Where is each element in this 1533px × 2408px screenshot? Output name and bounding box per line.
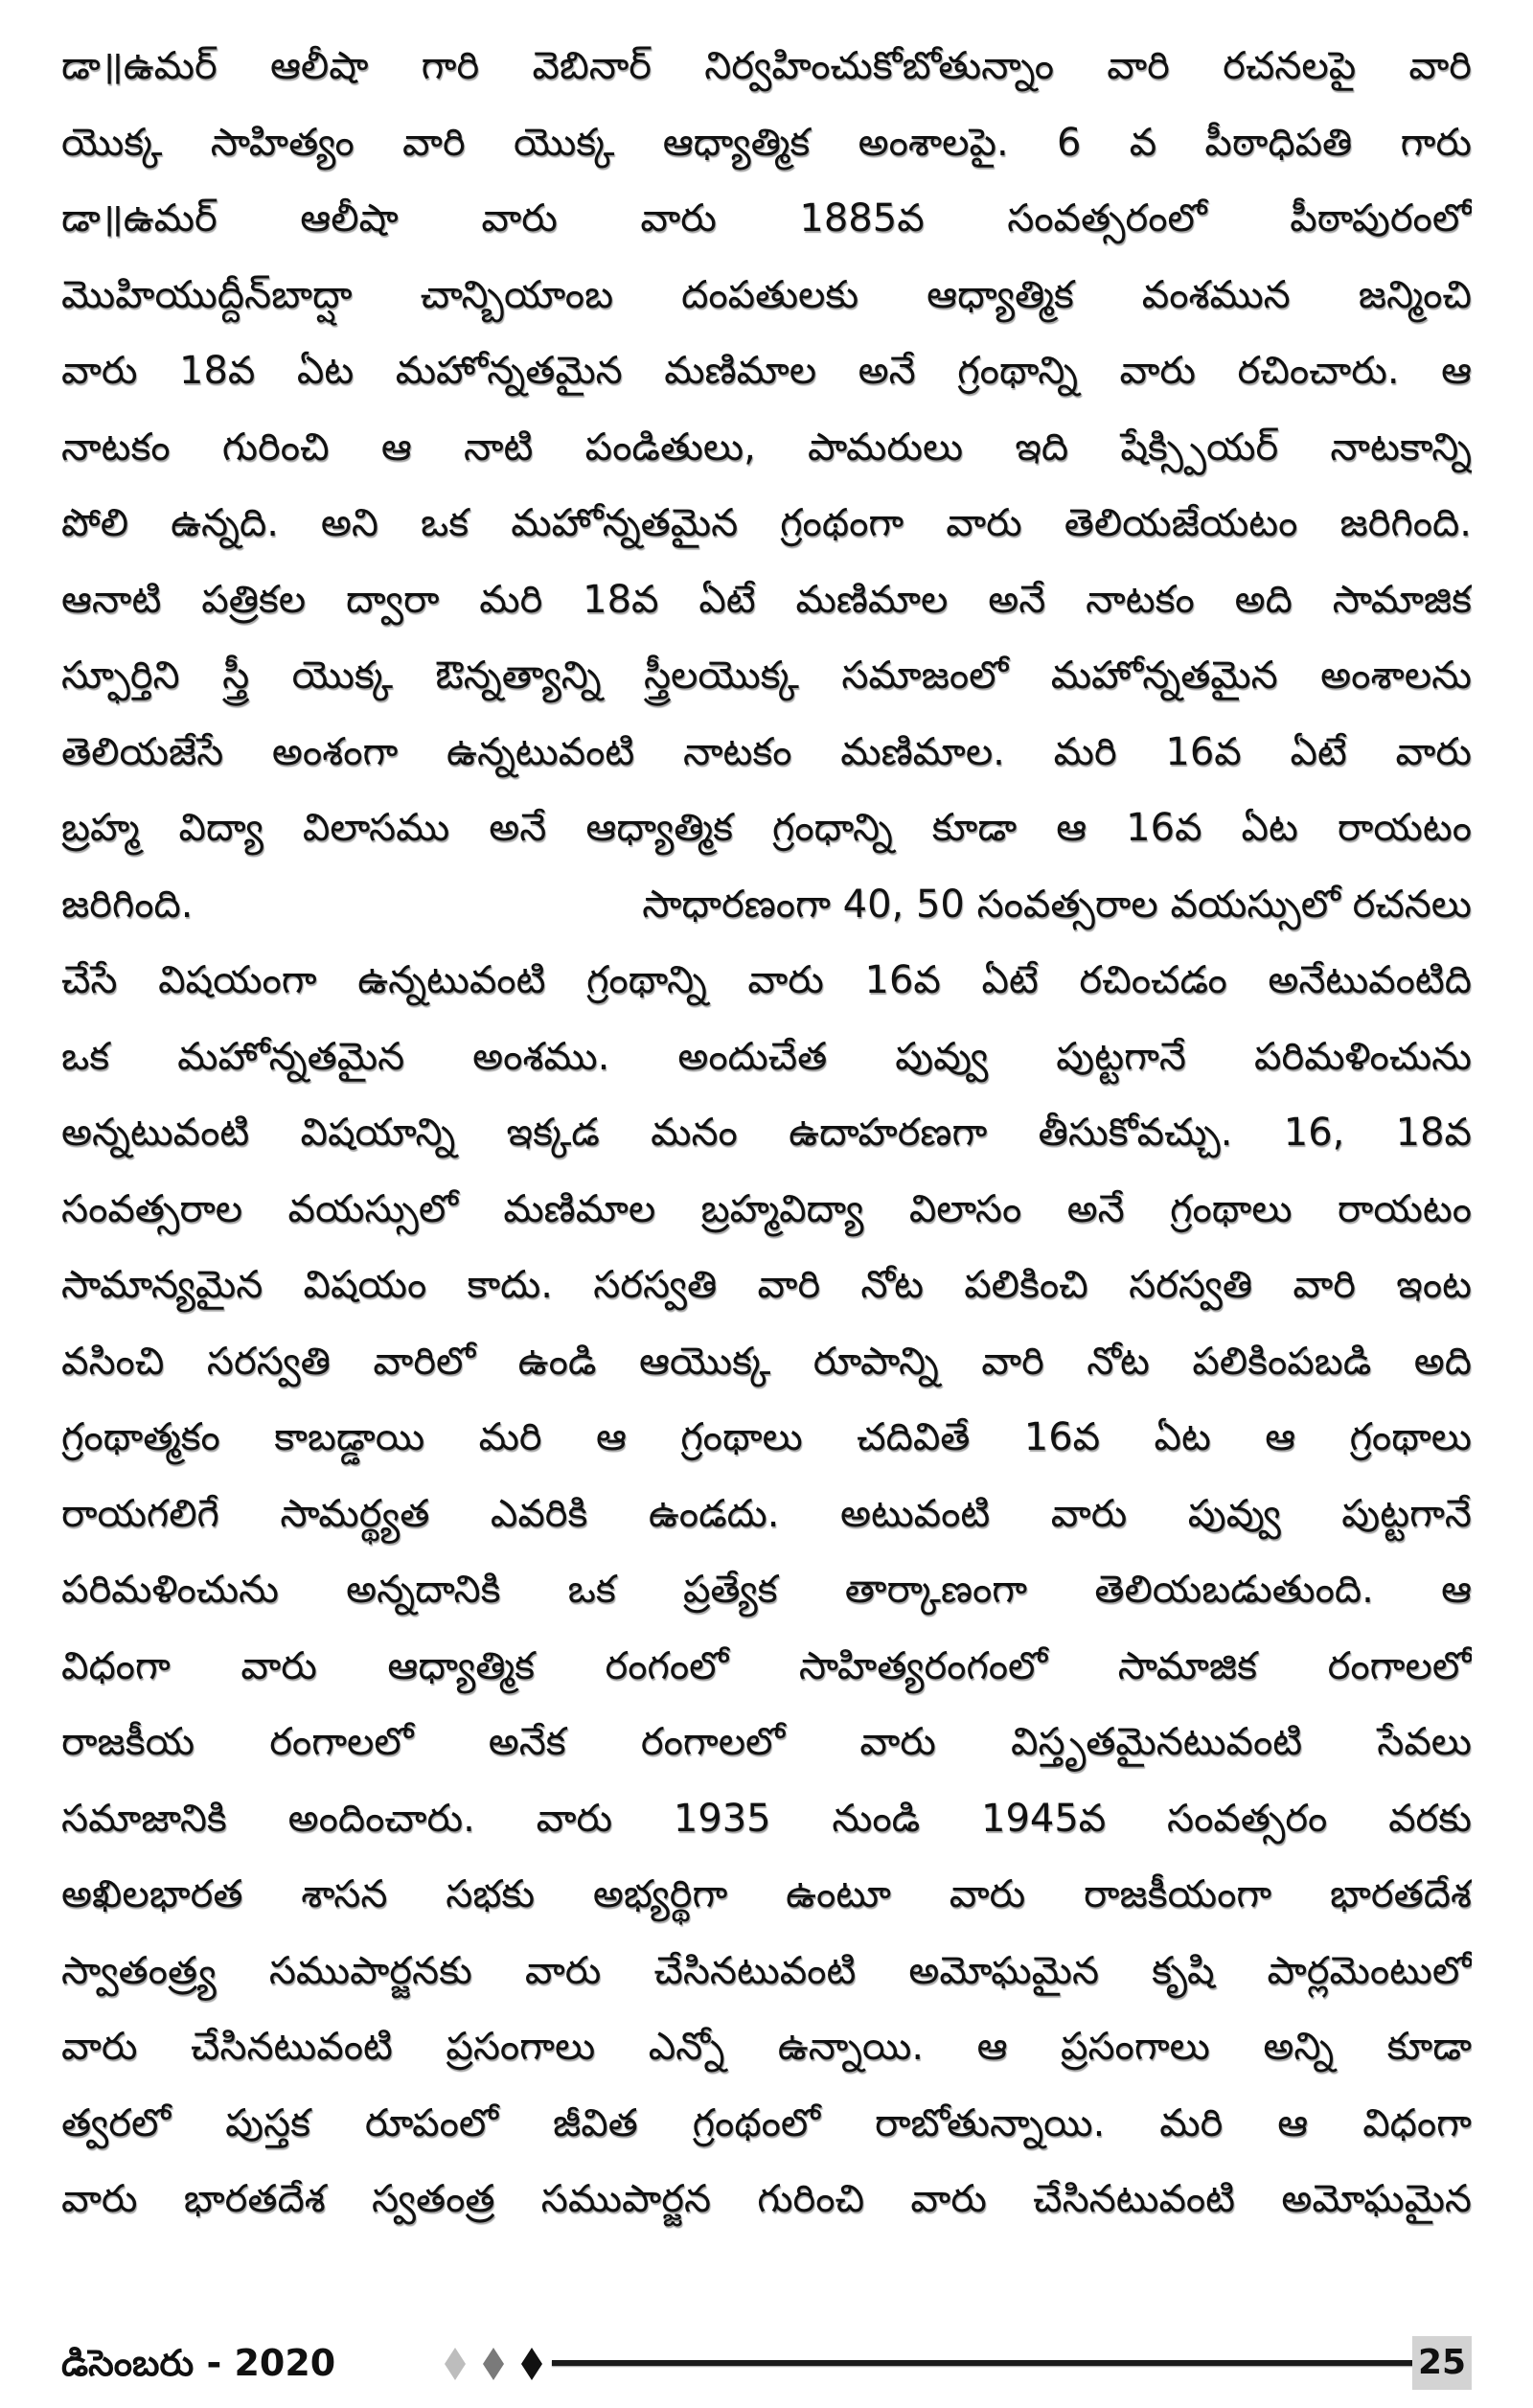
text-line: సామాన్యమైన విషయం కాదు. సరస్వతి వారి నోట పలికించి సరస్వతి వారి ఇంట	[61, 1263, 1472, 1307]
diamond-medium-icon	[483, 2348, 504, 2380]
page-footer	[61, 2336, 1472, 2390]
text-line: పరిమళించును అన్నదానికి ఒక ప్రత్యేక తార్కాణంగా తెలియబడుతుంది. ఆ	[61, 1568, 1472, 1612]
text-line: త్వరలో పుస్తక రూపంలో జీవిత గ్రంథంలో రాబోతున్నాయి. మరి ఆ విధంగా	[61, 2100, 1472, 2145]
text-line: గ్రంథాత్మకం కాబడ్డాయి మరి ఆ గ్రంథాలు చదివితే 16వ ఏట ఆ గ్రంథాలు	[61, 1415, 1472, 1459]
issue-month-year: డిసెంబరు - 2020	[61, 2342, 336, 2384]
article-body	[61, 29, 1472, 2238]
text-line: డా॥ఉమర్ ఆలీషా గారి వెబినార్ నిర్వహించుకోబోతున్నాం వారి రచనలపై వారి	[61, 44, 1472, 88]
text-line: మొహియుద్దీన్‌బాద్షా చాన్బియాంబ దంపతులకు ఆధ్యాత్మిక వంశమున జన్మించి	[61, 272, 1472, 317]
text-fragment: సాధారణంగా 40, 50 సంవత్సరాల వయస్సులో రచనలు	[642, 882, 1472, 927]
text-line: నాటకం గురించి ఆ నాటి పండితులు, పామరులు ఇది షేక్స్పియర్ నాటకాన్ని	[61, 424, 1472, 470]
text-line: సమాజానికి అందించారు. వారు 1935 నుండి 1945వ సంవత్సరం వరకు	[61, 1796, 1472, 1841]
text-line: వసించి సరస్వతి వారిలో ఉండి ఆయొక్క రూపాన్ని వారి నోట పలికింపబడి అది	[61, 1339, 1472, 1384]
text-line: బ్రహ్మ విద్యా విలాసము అనే ఆధ్యాత్మిక గ్రంధాన్ని కూడా ఆ 16వ ఏట రాయటం	[61, 806, 1472, 850]
text-line: ఆనాటి పత్రికల ద్వారా మరి 18వ ఏటే మణిమాల అనే నాటకం అది సామాజిక	[61, 577, 1472, 622]
text-line: విధంగా వారు ఆధ్యాత్మిక రంగంలో సాహిత్యరంగంలో సామాజిక రంగాలలో	[61, 1643, 1472, 1688]
text-line: రాజకీయ రంగాలలో అనేక రంగాలలో వారు విస్తృతమైనటువంటి సేవలు	[61, 1720, 1472, 1764]
text-line: స్ఫూర్తిని స్త్రీ యొక్క ఔన్నత్యాన్ని స్త్రీలయొక్క సమాజంలో మహోన్నతమైన అంశాలను	[61, 654, 1472, 698]
text-line: వారు భారతదేశ స్వతంత్ర సముపార్జన గురించి వారు చేసినటువంటి అమోఘమైన	[61, 2177, 1472, 2221]
text-line: యొక్క సాహిత్యం వారి యొక్క ఆధ్యాత్మిక అంశాలపై. 6 వ పీఠాధిపతి గారు	[61, 120, 1472, 165]
text-line: చేసే విషయంగా ఉన్నటువంటి గ్రంథాన్ని వారు 16వ ఏటే రచించడం అనేటువంటిది	[61, 958, 1472, 1002]
text-line: అఖిలభారత శాసన సభకు అభ్యర్థిగా ఉంటూ వారు రాజకీయంగా భారతదేశ	[61, 1872, 1472, 1916]
text-line: డా॥ఉమర్ ఆలీషా వారు వారు 1885వ సంవత్సరంలో పీఠాపురంలో	[61, 196, 1472, 241]
text-line: స్వాతంత్ర్య సముపార్జనకు వారు చేసినటువంటి అమోఘమైన కృషి పార్లమెంటులో	[61, 1948, 1472, 1993]
text-line-split	[61, 867, 1472, 944]
text-line: సంవత్సరాల వయస్సులో మణిమాల బ్రహ్మవిద్యా విలాసం అనే గ్రంథాలు రాయటం	[61, 1186, 1472, 1231]
text-line: రాయగలిగే సామర్థ్యత ఎవరికి ఉండదు. అటువంటి వారు పువ్వు పుట్టగానే	[61, 1491, 1472, 1536]
text-line: పోలి ఉన్నది. అని ఒక మహోన్నతమైన గ్రంథంగా వారు తెలియజేయటం జరిగింది.	[61, 501, 1472, 545]
text-line: వారు 18వ ఏట మహోన్నతమైన మణిమాల అనే గ్రంథాన్ని వారు రచించారు. ఆ	[61, 349, 1472, 393]
page-number: 25	[1412, 2336, 1472, 2390]
diamond-dark-icon	[521, 2348, 542, 2380]
text-line: తెలియజేసే అంశంగా ఉన్నటువంటి నాటకం మణిమాల. మరి 16వ ఏటే వారు	[61, 729, 1472, 774]
text-line: అన్నటువంటి విషయాన్ని ఇక్కడ మనం ఉదాహరణగా తీసుకోవచ్చు. 16, 18వ	[61, 1111, 1472, 1155]
diamond-light-icon	[445, 2348, 466, 2380]
text-fragment: జరిగింది.	[61, 882, 194, 927]
text-line: ఒక మహోన్నతమైన అంశము. అందుచేత పువ్వు పుట్టగానే పరిమళించును	[61, 1034, 1472, 1079]
text-line: వారు చేసినటువంటి ప్రసంగాలు ఎన్నో ఉన్నాయి. ఆ ప్రసంగాలు అన్ని కూడా	[61, 2025, 1472, 2069]
footer-rule	[552, 2360, 1468, 2366]
